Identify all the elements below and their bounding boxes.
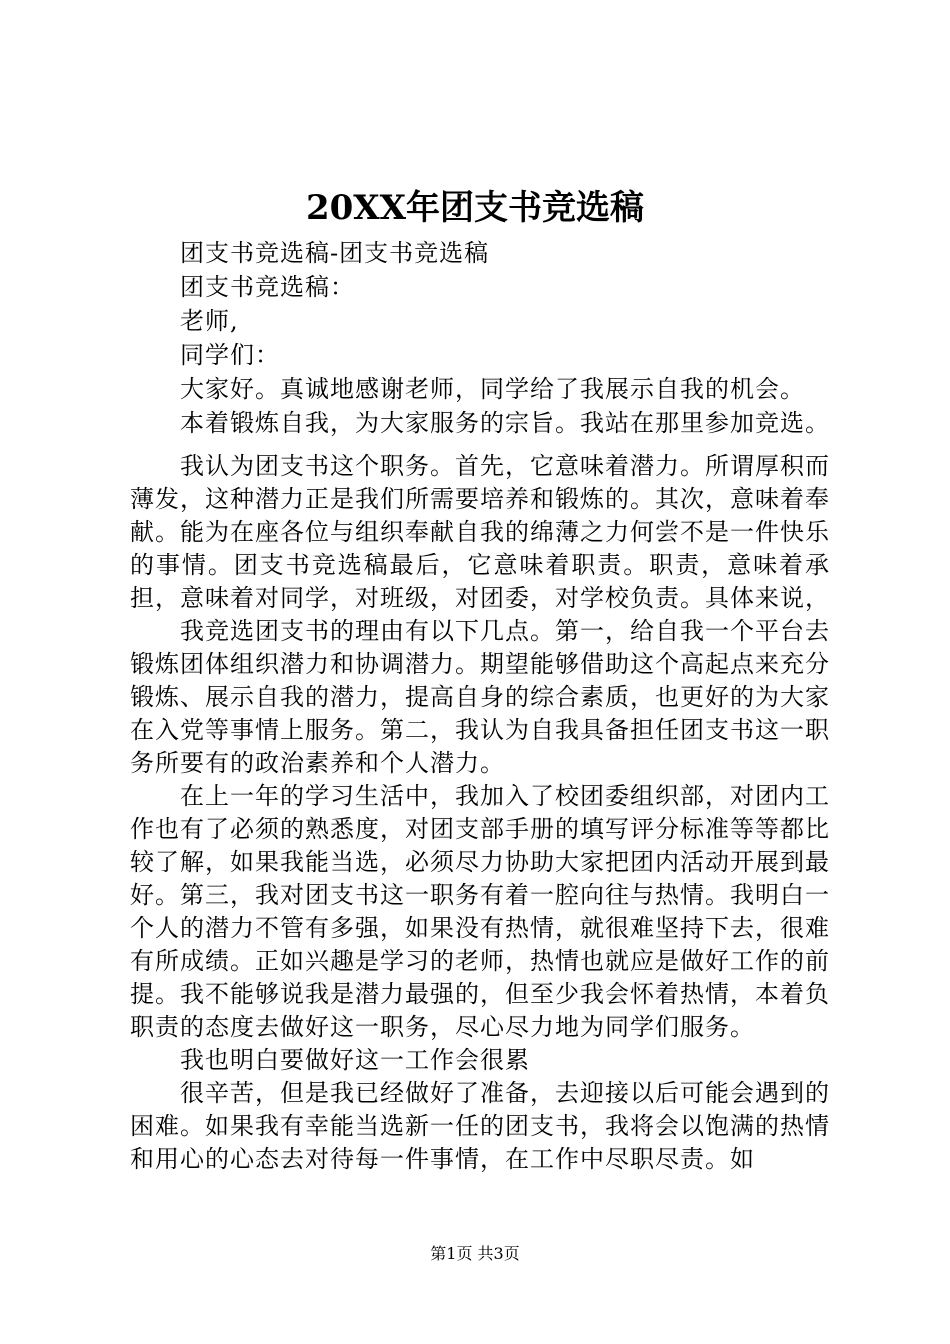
body-paragraph: 我认为团支书这个职务。首先，它意味着潜力。所谓厚积而薄发，这种潜力正是我们所需要培养和锻炼的。其次，意味着奉献。能为在座各位与组织奉献自我的绵薄之力何尝不是一件快乐的事情。团支书竞选稿最后，它意味着职责。职责，意味着承担，意味着对同学，对班级，对团委，对学校负责。具体来说，: [130, 452, 830, 612]
document-title: 20XX年团支书竞选稿: [305, 188, 645, 228]
intro-line: 团支书竞选稿：: [180, 273, 355, 301]
body-paragraph: 我也明白要做好这一工作会很累: [180, 1046, 530, 1074]
greeting-line: 老师,: [180, 307, 239, 335]
intro-line: 团支书竞选稿-团支书竞选稿: [180, 239, 490, 267]
greeting-line: 同学们：: [180, 341, 280, 369]
document-body: [130, 450, 830, 1176]
intro-line: 大家好。真诚地感谢老师，同学给了我展示自我的机会。: [180, 375, 805, 403]
body-paragraph: 很辛苦，但是我已经做好了准备，去迎接以后可能会遇到的困难。如果我有幸能当选新一任的团支书，我将会以饱满的热情和用心的心态去对待每一件事情，在工作中尽职尽责。如: [130, 1079, 830, 1173]
intro-line: 本着锻炼自我，为大家服务的宗旨。我站在那里参加竞选。: [180, 409, 830, 437]
intro-block: [180, 236, 900, 440]
page-footer: 第1页 共3页: [430, 1244, 520, 1263]
body-paragraph: 在上一年的学习生活中，我加入了校团委组织部，对团内工作也有了必须的熟悉度，对团支部手册的填写评分标准等等都比较了解，如果我能当选，必须尽力协助大家把团内活动开展到最好。第三，我对团支书这一职务有着一腔向往与热情。我明白一个人的潜力不管有多强，如果没有热情，就很难坚持下去，很难有所成绩。正如兴趣是学习的老师，热情也就应是做好工作的前提。我不能够说我是潜力最强的，但至少我会怀着热情，本着负职责的态度去做好这一职务，尽心尽力地为同学们服务。: [130, 782, 830, 1041]
body-paragraph: 我竞选团支书的理由有以下几点。第一，给自我一个平台去锻炼团体组织潜力和协调潜力。期望能够借助这个高起点来充分锻炼、展示自我的潜力，提高自身的综合素质，也更好的为大家在入党等事情上服务。第二，我认为自我具备担任团支书这一职务所要有的政治素养和个人潜力。: [130, 617, 830, 777]
